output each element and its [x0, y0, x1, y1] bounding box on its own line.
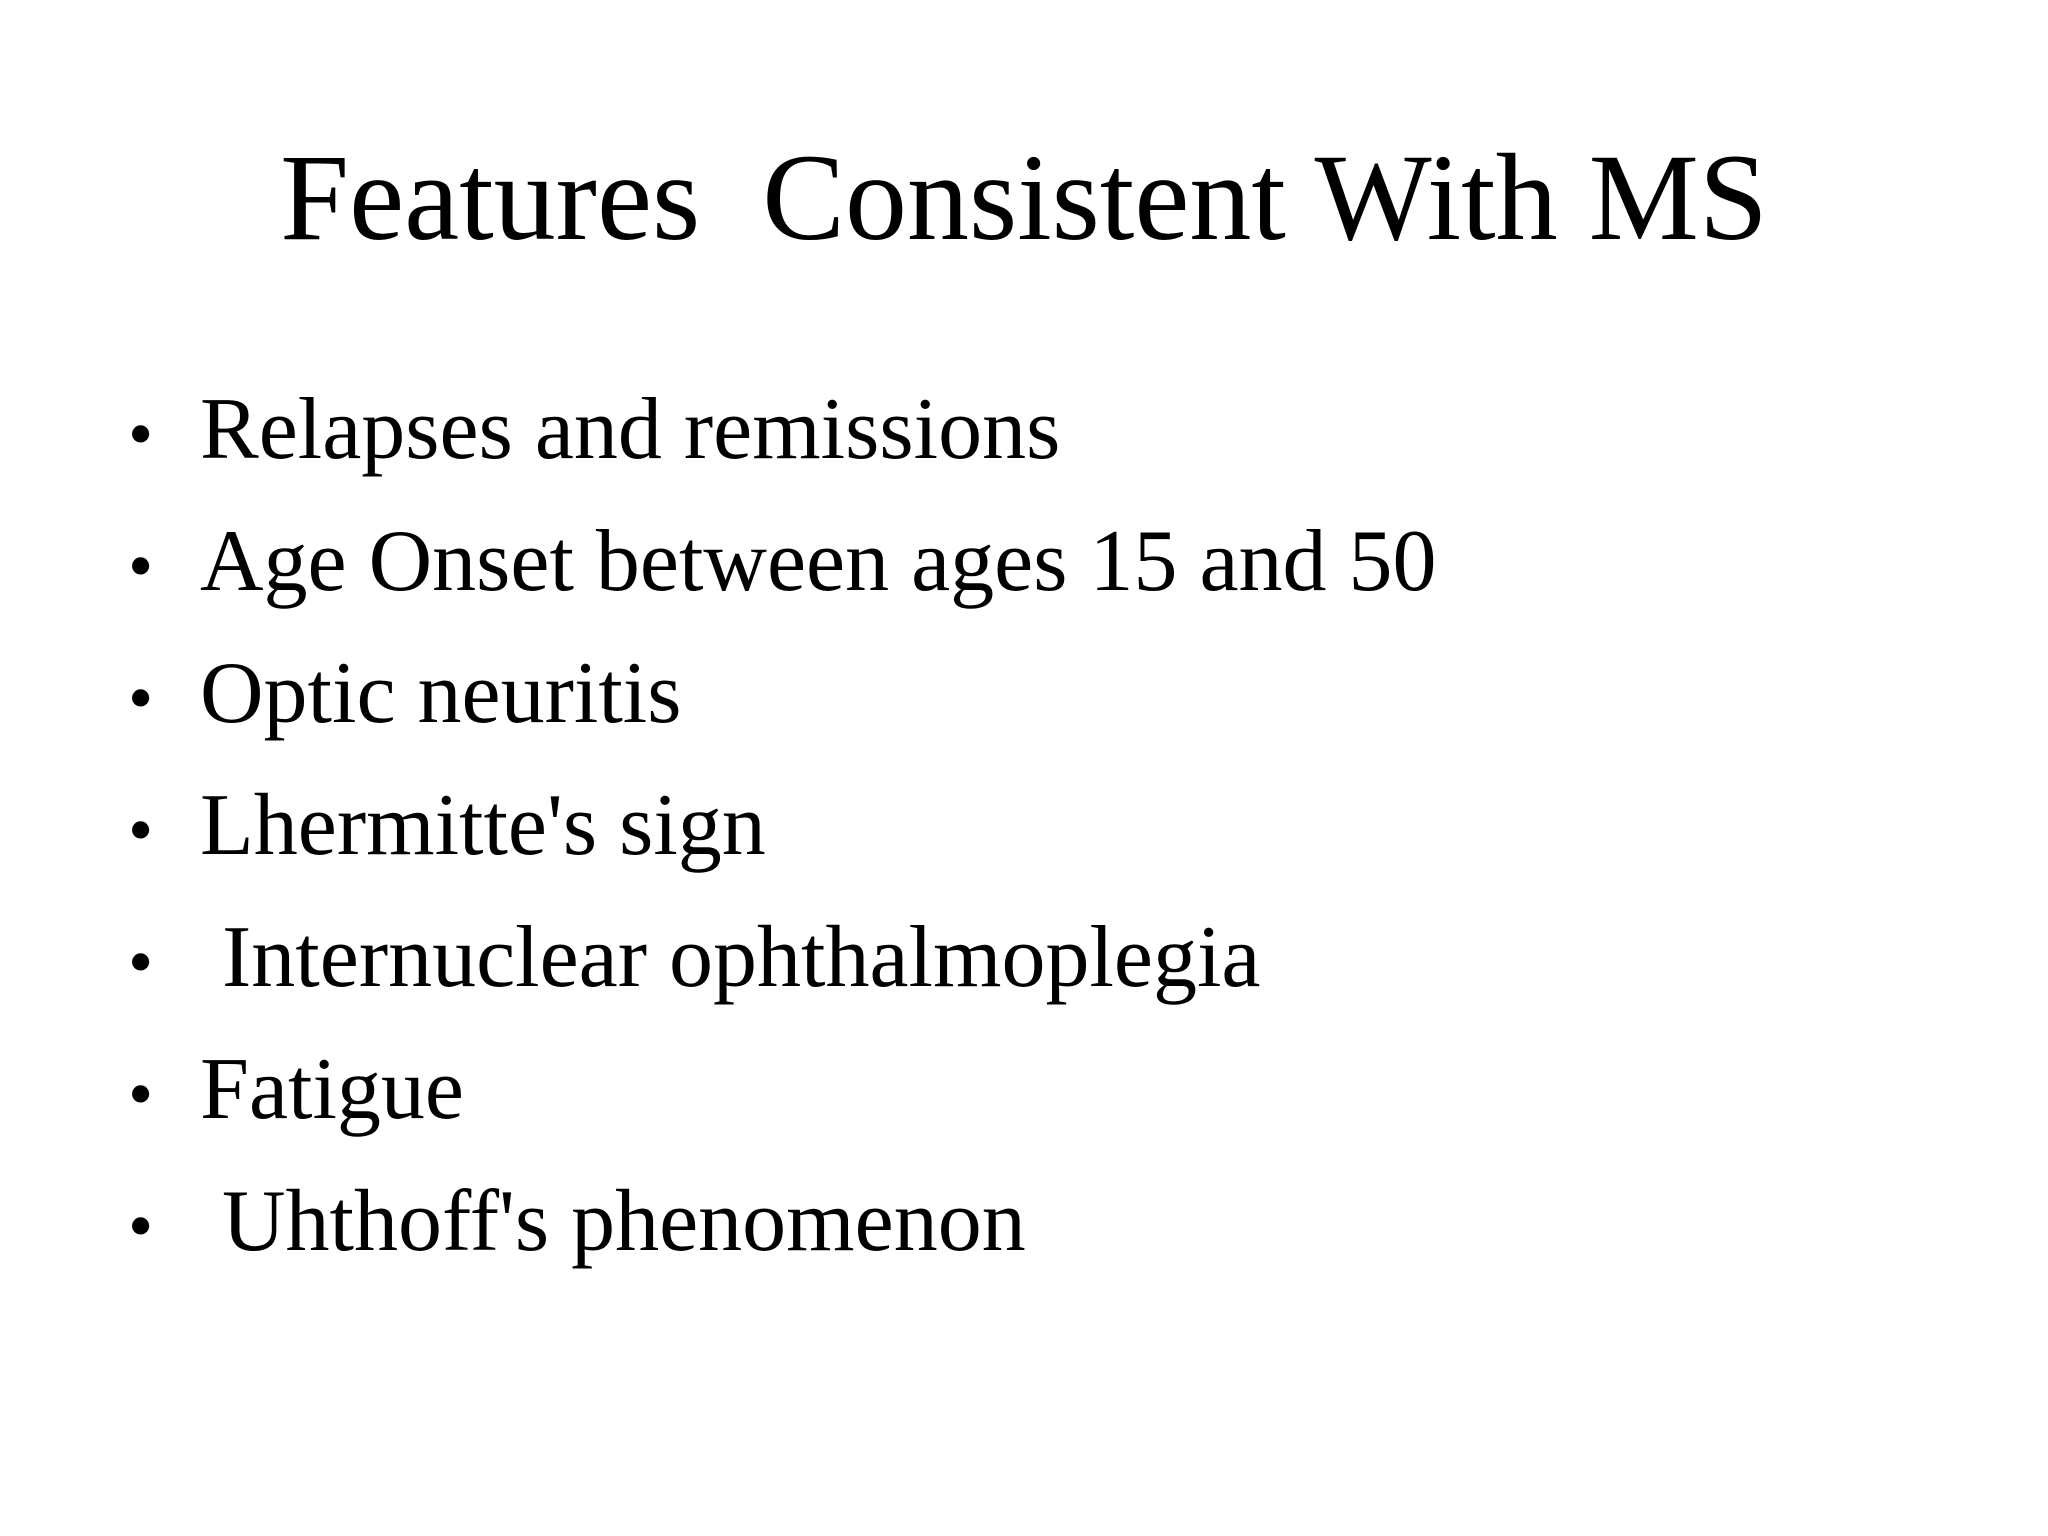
slide-title: Features Consistent With MS [280, 129, 1768, 266]
list-item [128, 1040, 1437, 1172]
bullet-icon: • [128, 394, 154, 474]
list-item [128, 1172, 1437, 1304]
bullet-icon: • [128, 526, 154, 606]
bullet-icon: • [128, 1054, 154, 1134]
list-item [128, 776, 1437, 908]
bullet-text: Relapses and remissions [200, 381, 1061, 478]
list-item [128, 644, 1437, 776]
bullet-icon: • [128, 922, 154, 1002]
list-item [128, 908, 1437, 1040]
bullet-list [128, 380, 1437, 1304]
bullet-text: Lhermitte's sign [200, 777, 766, 874]
bullet-icon: • [128, 790, 154, 870]
bullet-text: Optic neuritis [200, 645, 682, 742]
bullet-text: Age Onset between ages 15 and 50 [200, 513, 1437, 610]
bullet-text: Uhthoff's phenomenon [200, 1173, 1026, 1270]
list-item [128, 380, 1437, 512]
bullet-icon: • [128, 1186, 154, 1266]
bullet-icon: • [128, 658, 154, 738]
bullet-text: Internuclear ophthalmoplegia [200, 909, 1261, 1006]
bullet-text: Fatigue [200, 1041, 464, 1138]
list-item [128, 512, 1437, 644]
